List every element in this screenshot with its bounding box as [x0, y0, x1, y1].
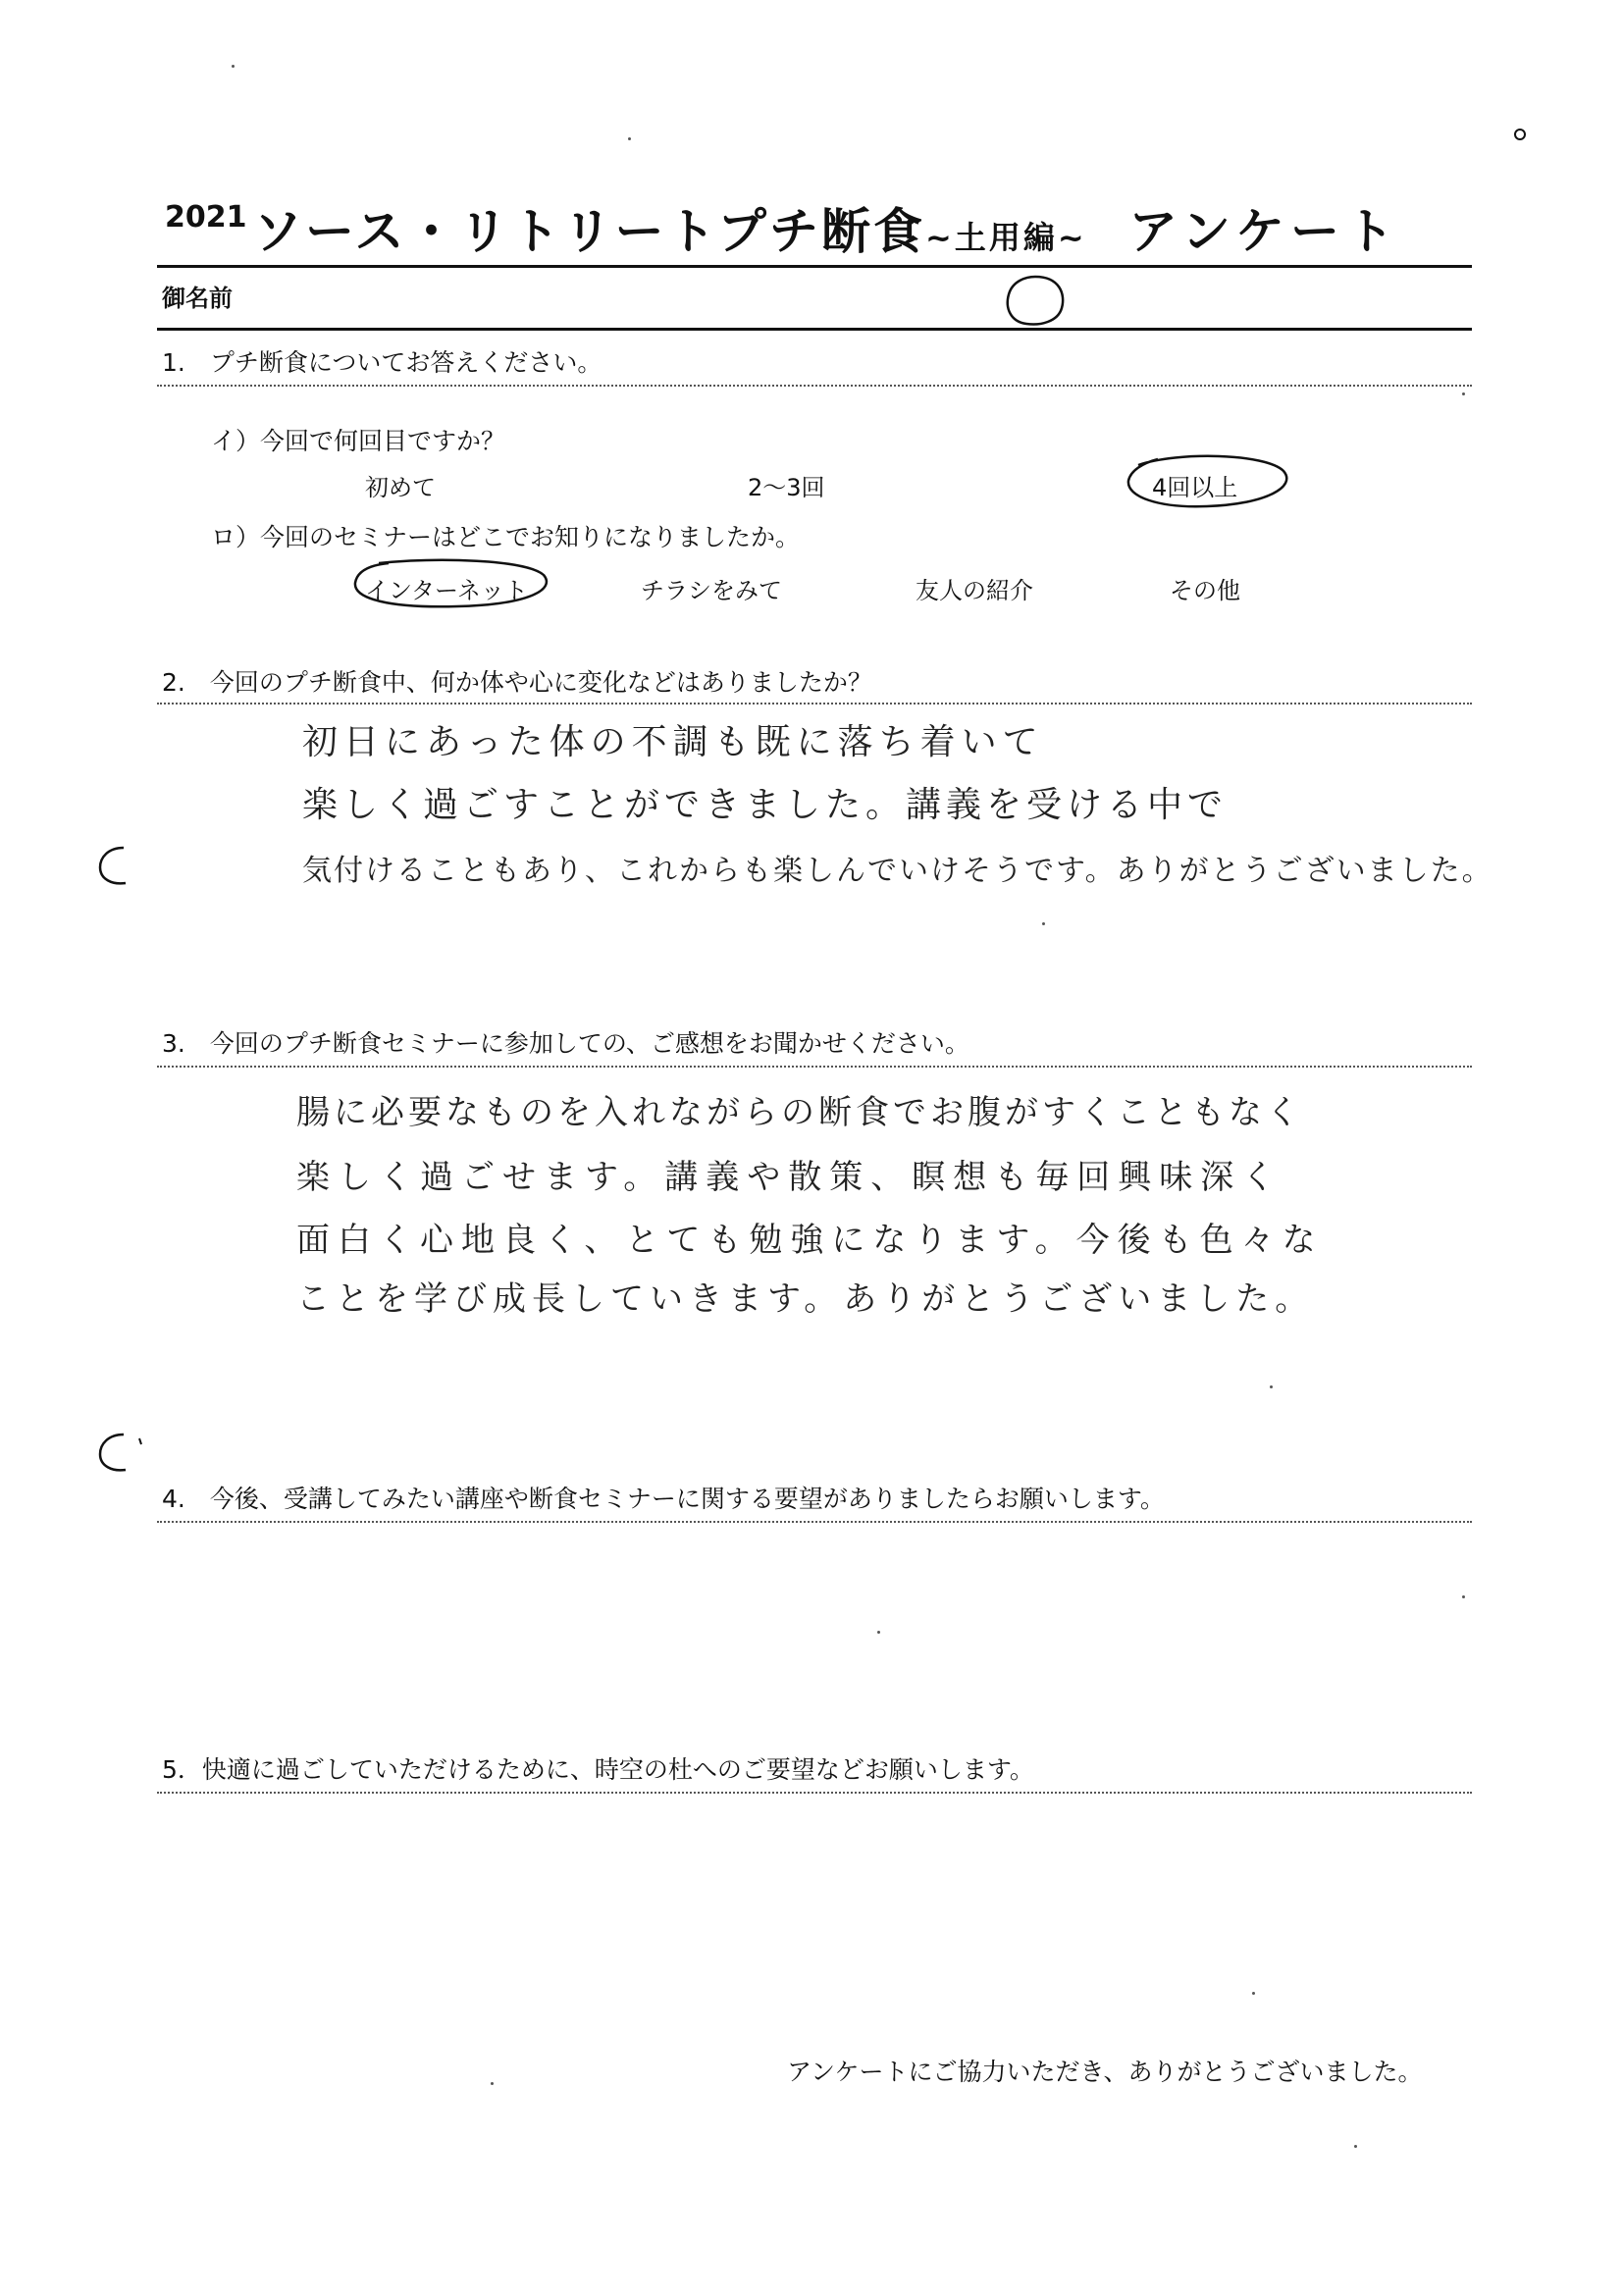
q1a-question: イ）今回で何回目ですか？ [211, 427, 506, 455]
survey-title-main: ソース・リトリートプチ断食 [253, 203, 925, 260]
q2-check-mark [94, 842, 133, 891]
scan-speck [1270, 1385, 1273, 1388]
q3-check-mark [94, 1429, 153, 1478]
q1b-question: ロ）今回のセミナーはどこでお知りになりましたか。 [211, 523, 801, 551]
scan-speck [491, 2082, 494, 2085]
scan-speck [232, 65, 235, 68]
survey-year: 2021 [165, 200, 247, 235]
q1-rule [157, 385, 1472, 387]
name-label: 御名前 [162, 285, 233, 312]
q2-answer-line-1: 初日にあった体の不調も既に落ち着いて [302, 722, 1044, 762]
q3-rule [157, 1066, 1472, 1068]
q1a-selected-circle-mark [1119, 447, 1295, 516]
q1a-option-4plus: 4回以上 [1152, 474, 1238, 501]
scan-speck [1042, 922, 1045, 925]
q3-answer-line-1: 腸に必要なものを入れながらの断食でお腹がすくこともなく [296, 1093, 1303, 1132]
q5-question: 5．快適に過ごしていただけるために、時空の杜へのご要望などお願いします。 [162, 1755, 1034, 1784]
q4-question: 4. 今後、受講してみたい講座や断食セミナーに関する要望がありましたらお願いします。 [162, 1485, 1165, 1513]
scan-speck [1462, 392, 1465, 395]
survey-title-right: アンケート [1128, 203, 1400, 260]
name-circle-mark [1001, 273, 1070, 328]
scan-speck [877, 1631, 880, 1634]
name-rule [157, 328, 1472, 331]
q4-rule [157, 1521, 1472, 1523]
q2-question: 2. 今回のプチ断食中、何か体や心に変化などはありましたか？ [162, 668, 872, 697]
survey-title [253, 192, 1087, 263]
scan-speck [628, 137, 631, 140]
q2-rule [157, 703, 1472, 704]
q2-answer-line-3: 気付けることもあり、これからも楽しんでいけそうです。ありがとうございました。 [302, 854, 1493, 888]
scan-speck [1354, 2145, 1357, 2148]
q2-answer-line-2: 楽しく過ごすことができました。講義を受ける中で [302, 785, 1229, 825]
q3-answer-line-3: 面白く心地良く、とても勉強になります。今後も色々な [296, 1221, 1324, 1260]
q5-rule [157, 1792, 1472, 1794]
q3-answer-line-4: ことを学び成長していきます。ありがとうございました。 [296, 1279, 1315, 1319]
scan-speck-circle [1511, 126, 1531, 145]
title-rule [157, 265, 1472, 268]
scan-speck [1252, 1992, 1255, 1995]
q1a-option-2-3: 2～3回 [748, 474, 825, 501]
survey-title-subtitle: ~土用編~ [925, 219, 1087, 256]
q1b-option-other: その他 [1170, 577, 1240, 604]
scan-speck [1462, 1595, 1465, 1598]
q1b-option-internet: インターネット [365, 577, 528, 604]
q1b-selected-circle-mark [349, 557, 555, 612]
q3-answer-line-2: 楽しく過ごせます。講義や散策、瞑想も毎回興味深く [296, 1158, 1283, 1197]
q3-question: 3. 今回のプチ断食セミナーに参加しての、ご感想をお聞かせください。 [162, 1029, 969, 1058]
q1b-option-flyer: チラシをみて [641, 577, 782, 604]
footer-thanks: アンケートにご協力いただき、ありがとうございました。 [787, 2058, 1423, 2086]
q1a-option-first: 初めて [365, 474, 436, 501]
q1b-option-friend: 友人の紹介 [916, 577, 1033, 604]
q1-question: 1. プチ断食についてお答えください。 [162, 348, 602, 377]
